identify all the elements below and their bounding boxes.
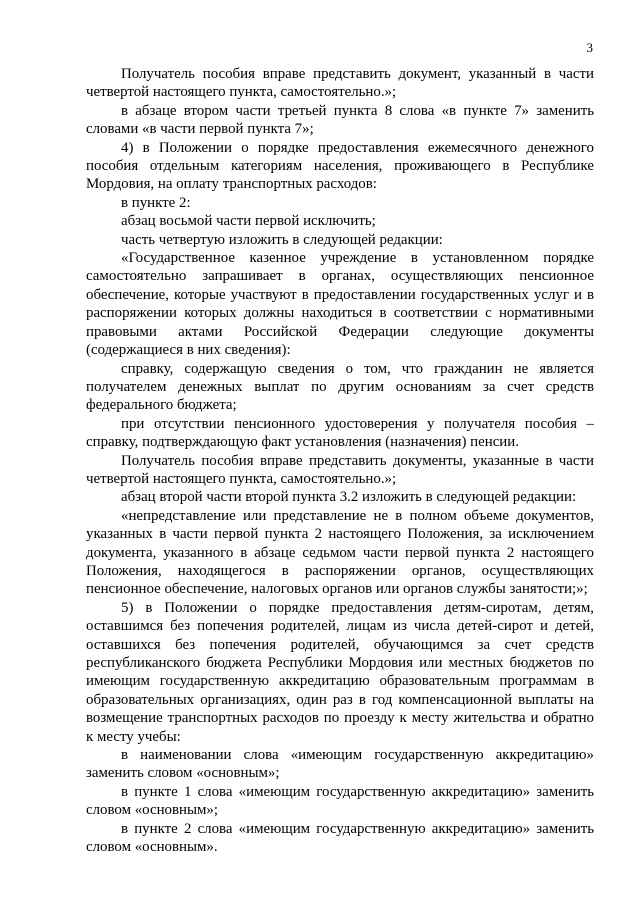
paragraph: в пункте 1 слова «имеющим государственную аккредитацию» заменить словом «основным»; [86,783,594,819]
paragraph: Получатель пособия вправе представить документы, указанные в части четвертой настоящего пункта, самостоятельно.»; [86,452,594,487]
paragraph: часть четвертую изложить в следующей редакции: [121,231,443,248]
paragraph: 4) в Положении о порядке предоставления ежемесячного денежного пособия отдельным категориям населения, проживающего в Республике Мордовия, на оплату транспортных расходов: [86,139,594,193]
page-number: 3 [586,40,593,55]
paragraph: абзац восьмой части первой исключить; [121,213,376,230]
paragraph: «Государственное казенное учреждение в установленном порядке самостоятельно запрашивает в органах, осуществляющих пенсионное обеспечение, которые участвуют в предоставлении государственных услуг и в распоряжении которых должны находиться в соответствии с нормативными правовыми актами Российской Федерации следующие документы (содержащиеся в них сведения): [86,250,594,359]
paragraph: «непредставление или представление не в полном объеме документов, указанных в части первой пункта 2 настоящего Положения, за исключением документа, указанного в абзаце седьмом части первой пункта 2 настоящего Положения, находящегося в распоряжении органов, осуществляющих пенсионное обеспечение, налоговых органов или органов службы занятости;»; [86,507,594,598]
paragraph: в пункте 2 слова «имеющим государственную аккредитацию» заменить словом «основным». [86,820,594,856]
paragraph: абзац второй части второй пункта 3.2 изложить в следующей редакции: [121,489,577,506]
paragraph: справку, содержащую сведения о том, что гражданин не является получателем денежных выплат по другим основаниям за счет средств федерального бюджета; [86,360,594,414]
paragraph: Получатель пособия вправе представить документ, указанный в части четвертой настоящего пункта, самостоятельно.»; [86,66,594,101]
document-body [86,65,594,856]
paragraph: 5) в Положении о порядке предоставления детям-сиротам, детям, оставшимся без попечения родителей, лицам из числа детей-сирот и детей, оставшихся без попечения родителей, обучающимся за счет средств республиканского бюджета Республики Мордовия или местных бюджетов по имеющим государственную аккредитацию образовательным программам в образовательных организациях, один раз в год компенсационной выплаты на возмещение транспортных расходов по проезду к месту жительства и обратно к месту учебы: [86,599,594,745]
paragraph: в наименовании слова «имеющим государственную аккредитацию» заменить словом «основным»; [86,747,594,782]
paragraph: при отсутствии пенсионного удостоверения у получателя пособия – справку, подтверждающую факт установления (назначения) пенсии. [86,415,594,451]
paragraph: в пункте 2: [121,194,191,211]
paragraph: в абзаце втором части третьей пункта 8 слова «в пункте 7» заменить словами «в части первой пункта 7»; [86,102,594,138]
